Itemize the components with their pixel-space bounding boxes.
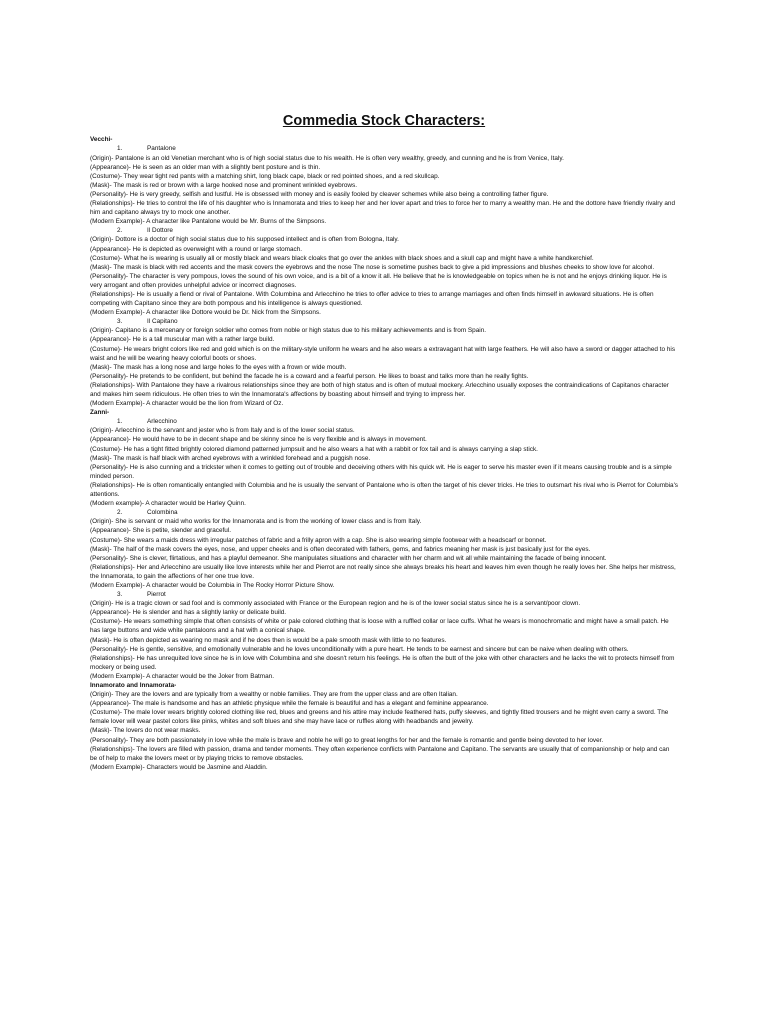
character-detail-line: (Mask)- The mask is black with red accents and the mask covers the eyebrows and the nose The nose is sometime pushes back to give a pid impressions and blushes cheeks to show love for alcohol. [90, 263, 655, 271]
character-detail-line: (Mask)- He is often depicted as wearing no mask and if he does then is would be a pale smooth mask with little to no features. [90, 636, 447, 644]
character-detail-line: (Personality)- He is very greedy, selfish and lustful. He is obsessed with money and is easily fooled by cleaver schemes while also being a controlling father figure. [90, 190, 549, 198]
character-detail-line: (Origin)- Dottore is a doctor of high social status due to his supposed intellect and is often from Bologna, Italy. [90, 236, 399, 244]
character-heading [90, 417, 678, 426]
character-detail-line: (Appearance)- The male is handsome and has an athletic physique while the female is beautiful and has a elegant and feminine appearance. [90, 700, 489, 708]
character-detail-line: (Personality)- They are both passionately in love while the male is brave and noble he will go to great lengths for her and the female is romantic and gentle being devoted to her lover. [90, 736, 604, 744]
character-detail-line: (Origin)- Pantalone is an old Venetian merchant who is of high social status due to his wealth. He is often very wealthy, greedy, and cunning and he is from Venice, Italy. [90, 154, 564, 162]
character-name: Il Dottore [147, 227, 173, 235]
character-detail-line: (Costume)- What he is wearing is usually all or mostly black and wears black cloaks that go over the ankles with black shoes and a skull cap and might have a white handkerchief. [90, 254, 594, 262]
character-detail-line: (Mask)- The mask is half black with arched eyebrows with a wrinkled forehead and a puggish nose. [90, 454, 371, 462]
character-detail-line: (Relationships)- He is usually a fiend or rival of Pantalone. With Columbina and Arlecchino he tries to offer advice to tries to arrange marriages and often finds himself in awkward situations. He is often competing with Capitano since they are both pompous and his intelligence is always questioned. [90, 290, 654, 308]
character-detail-line: (Mask)- The mask is red or brown with a large hooked nose and prominent wrinkled eyebrows. [90, 181, 357, 189]
character-detail-line: (Mask)- The mask has a long nose and large holes fo the eyes with a frown or wide mouth. [90, 363, 347, 371]
character-number: 2. [117, 509, 123, 517]
character-detail-line: (Appearance)- He is seen as an older man with a slightly bent posture and is thin. [90, 163, 321, 171]
character-name: Pantalone [147, 145, 176, 153]
character-heading [90, 508, 678, 517]
character-detail-line: (Modern Example)- A character would be the Joker from Batman. [90, 672, 274, 680]
character-number: 1. [117, 145, 123, 153]
character-name: Arlecchino [147, 418, 177, 426]
character-detail-line: (Modern Example)- A character like Dottore would be Dr. Nick from the Simpsons. [90, 309, 321, 317]
character-detail-line: (Mask)- The half of the mask covers the eyes, nose, and upper cheeks and is often decorated with fathers, gems, and fabrics meaning her mask is just basically just for the eyes. [90, 545, 591, 553]
character-detail-line: (Costume)- They wear tight red pants with a matching shirt, long black cape, black or red pointed shoes, and a red skullcap. [90, 172, 440, 180]
character-heading [90, 590, 678, 599]
character-detail-line: (Origin)- They are the lovers and are typically from a wealthy or noble families. They are from the upper class and are often Italian. [90, 691, 458, 699]
character-name: Pierrot [147, 591, 166, 599]
character-detail-line: (Appearance)- He is depicted as overweight with a round or large stomach. [90, 245, 303, 253]
character-detail-line: (Personality)- He pretends to be confident, but behind the facade he is a coward and a fearful person. He likes to boast and talks more than he really fights. [90, 372, 529, 380]
character-number: 2. [117, 227, 123, 235]
character-detail-line: (Appearance)- He is slender and has a slightly lanky or delicate build. [90, 609, 287, 617]
character-detail-line: (Relationships)- He is often romantically entangled with Columbia and he is usually the servant of Pantalone who is often the target of his clever tricks. He tries to outsmart his rival who is Pierrot for Columbia's attentions. [90, 481, 679, 499]
character-detail-line: (Mask)- The lovers do not wear masks. [90, 727, 201, 735]
document-title: Commedia Stock Characters: [282, 113, 486, 129]
character-detail-line: (Personality)- He is gentle, sensitive, and emotionally vulnerable and he loves unconditionally with a pure heart. He tends to be earnest and sincere but can be naive when dealing with others. [90, 645, 629, 653]
character-number: 3. [117, 591, 123, 599]
character-detail-line: (Modern example)- A character would be Harley Quinn. [90, 500, 246, 508]
character-heading [90, 226, 678, 235]
character-detail-line: (Appearance)- He is a tall muscular man with a rather large build. [90, 336, 275, 344]
character-detail-line: (Costume)- The male lover wears brightly colored clothing like red, blues and greens and his attire may include feathered hats, puffy sleeves, and tightly fitted trousers and he might even carry a sword. The female lover will wear pastel colors like pinks, whites and soft blues and she may have lace or ruffles along with headbands and jewelry. [90, 709, 669, 726]
character-heading [90, 144, 678, 153]
character-detail-line: (Relationships)- With Pantalone they have a rivalrous relationships since they are both of high status and is often of mutual mockery. Arlecchino usually exposes the contraindications of Capitanos character and makes him seem ridiculous. He often tries to win the Innamorata's affections by boasting about himself and trying to impress her. [90, 381, 669, 399]
character-detail-line: (Costume)- She wears a maids dress with irregular patches of fabric and a frilly apron with a cap. She is also wearing simple footwear with a headscarf or bonnet. [90, 536, 547, 544]
group-heading: Zanni- [90, 409, 110, 417]
character-detail-line: (Relationships)- The lovers are filled with passion, drama and tender moments. They often experience conflicts with Pantalone and Capitano. The servants are usually that of companionship or help and can be of help to make the lovers meet or by playing tricks to remove obstacles. [90, 745, 670, 762]
character-detail-line: (Personality)- He is also cunning and a trickster when it comes to getting out of trouble and deceiving others with his quick wit. He is eager to serve his master even if it means causing trouble and is a simple minded person. [90, 463, 672, 480]
character-name: Colombina [147, 509, 178, 517]
character-detail-line: (Relationships)- He has unrequited love since he is in love with Columbina and she doesn't return his feelings. He is often the butt of the joke with other characters and he lacks the wit to protects himself from mockery or being used. [90, 654, 675, 671]
character-detail-line: (Modern Example)- A character like Pantalone would be Mr. Burns of the Simpsons. [90, 218, 327, 226]
character-detail-line: (Personality)- The character is very pompous, loves the sound of his own voice, and is a bit of a know it all. He believe that he is knowledgeable on topics when he is not and he enjoys drinking liquor. He is very arrogant and often provides unhelpful advice or incorrect diagnoses. [90, 272, 667, 289]
character-detail-line: (Origin)- Capitano is a mercenary or foreign soldier who comes from noble or high status due to his military achievements and is from Spain. [90, 327, 487, 335]
character-detail-line: (Appearance)- She is petite, slender and graceful. [90, 527, 232, 535]
group-heading: Innamorato and Innamorata- [90, 682, 177, 690]
character-detail-line: (Modern Example)- A character would be the lion from Wizard of Oz. [90, 400, 284, 408]
character-detail-line: (Personality)- She is clever, flirtatious, and has a playful demeanor. She manipulates situations and character with her charm and wit all while maintaining the facade of being innocent. [90, 554, 607, 562]
character-detail-line: (Origin)- Arlecchino is the servant and jester who is from Italy and is of the lower social status. [90, 427, 355, 435]
character-number: 1. [117, 418, 123, 426]
character-detail-line: (Modern Example)- A character would be Columbia in The Rocky Horror Picture Show. [90, 581, 335, 589]
document-body [90, 135, 678, 772]
character-detail-line: (Origin)- She is servant or maid who works for the Innamorata and is from the working of lower class and is from Italy. [90, 518, 422, 526]
character-detail-line: (Relationships)- He tries to control the life of his daughter who is Innamorata and tries to keep her and her lover apart and tries to force her to marry a wealthy man. He and the dottore have friendly rivalry and him and capitano always try to mock one another. [90, 200, 676, 217]
character-detail-line: (Modern Example)- Characters would be Jasmine and Aladdin. [90, 763, 268, 771]
group-heading: Vecchi- [90, 136, 113, 144]
character-heading [90, 317, 678, 326]
character-number: 3. [117, 318, 123, 326]
character-name: Il Capitano [147, 318, 178, 326]
character-detail-line: (Costume)- He wears bright colors like red and gold which is on the military-style uniform he wears and he also wears a extravagant hat with large feathers. He will also have a sword or dagger attached to his waist and he will be wearing heavy colorful boots or shoes. [90, 345, 676, 362]
character-detail-line: (Origin)- He is a tragic clown or sad fool and is commonly associated with France or the European region and he is of the lower social status since he is a servant/poor clown. [90, 600, 581, 608]
character-detail-line: (Costume)- He has a tight fitted brightly colored diamond patterned jumpsuit and he also wears a hat with a rabbit or fox tail and is always carrying a slap stick. [90, 445, 538, 453]
character-detail-line: (Costume)- He wears something simple that often consists of white or pale colored clothing that is loose with a ruffled collar or lace cuffs. What he wears is monochromatic and might have a small patch. He has large buttons and wide white pantaloons and a hat with a conical shape. [90, 618, 669, 635]
character-detail-line: (Appearance)- He would have to be in decent shape and be skinny since he is very flexible and is always in movement. [90, 436, 427, 444]
document-page [90, 113, 678, 772]
character-detail-line: (Relationships)- Her and Arlecchino are usually like love interests while her and Pierrot are not really since she always breaks his heart and leaves him even though he really loves her. She helps her mistress, the Innamorata, to gain the affections of her one true love. [90, 563, 676, 580]
